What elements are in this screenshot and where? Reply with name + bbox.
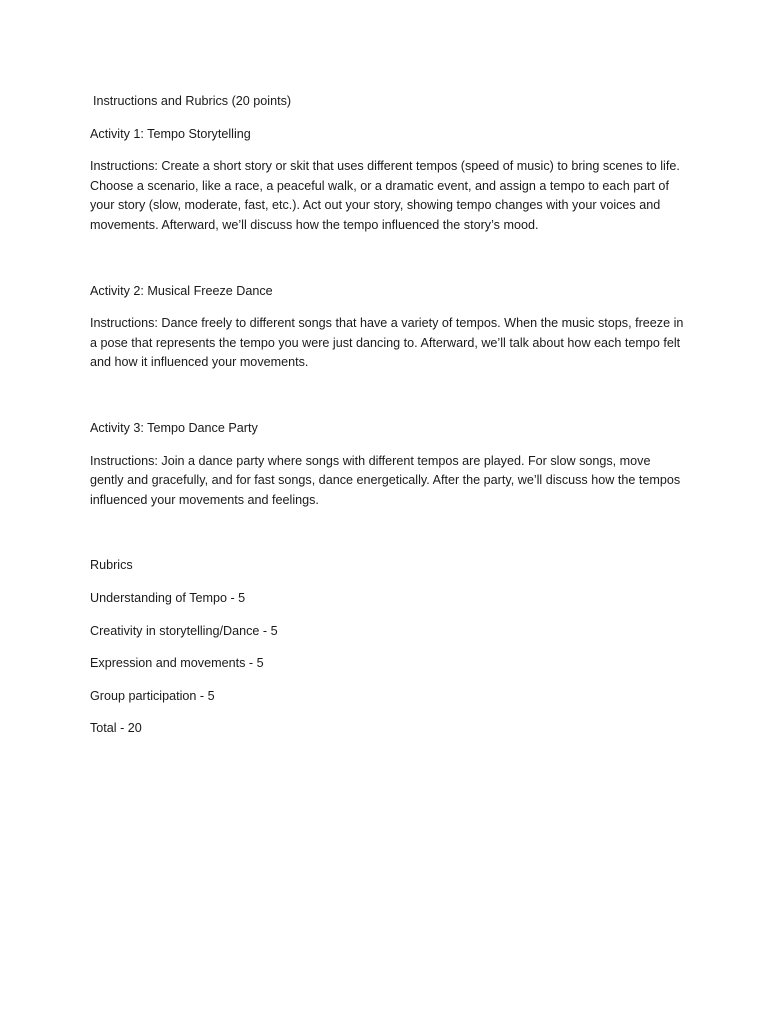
section-spacer: [90, 249, 686, 282]
activity-1-heading: Activity 1: Tempo Storytelling: [90, 126, 251, 141]
rubric-item: Creativity in storytelling/Dance - 5: [90, 623, 278, 638]
section-spacer: [90, 523, 686, 556]
document-body: [90, 92, 686, 752]
activity-1-instructions: Instructions: Create a short story or skit that uses different tempos (speed of music) to bring scenes to life. Choose a scenario, like a race, a peaceful walk, or a dramatic event, and assign a tempo to each part of your story (slow, moderate, fast, etc.). Act out your story, showing tempo changes with your voices and movements. Afterward, we’ll discuss how the tempo influenced the story’s mood.: [90, 159, 680, 232]
activity-2-heading: Activity 2: Musical Freeze Dance: [90, 283, 273, 298]
rubrics-heading: Rubrics: [90, 558, 133, 573]
rubric-total: Total - 20: [90, 721, 142, 736]
rubric-item: Group participation - 5: [90, 688, 215, 703]
activity-3-instructions: Instructions: Join a dance party where songs with different tempos are played. For slow songs, move gently and gracefully, and for fast songs, dance energetically. After the party, we’ll discuss how the tempos influenced your movements and feelings.: [90, 453, 681, 507]
activity-2: [90, 282, 686, 373]
rubrics-section: [90, 556, 686, 739]
section-spacer: [90, 386, 686, 419]
document-title: Instructions and Rubrics (20 points): [93, 94, 292, 108]
activity-1: [90, 125, 686, 236]
activity-3: [90, 419, 686, 510]
rubric-item: Expression and movements - 5: [90, 656, 264, 671]
activity-3-heading: Activity 3: Tempo Dance Party: [90, 420, 258, 435]
rubric-item: Understanding of Tempo - 5: [90, 590, 246, 605]
activity-2-instructions: Instructions: Dance freely to different songs that have a variety of tempos. When the music stops, freeze in a pose that represents the tempo you were just dancing to. Afterward, we’ll talk about how each tempo felt and how it influenced your movements.: [90, 316, 684, 370]
